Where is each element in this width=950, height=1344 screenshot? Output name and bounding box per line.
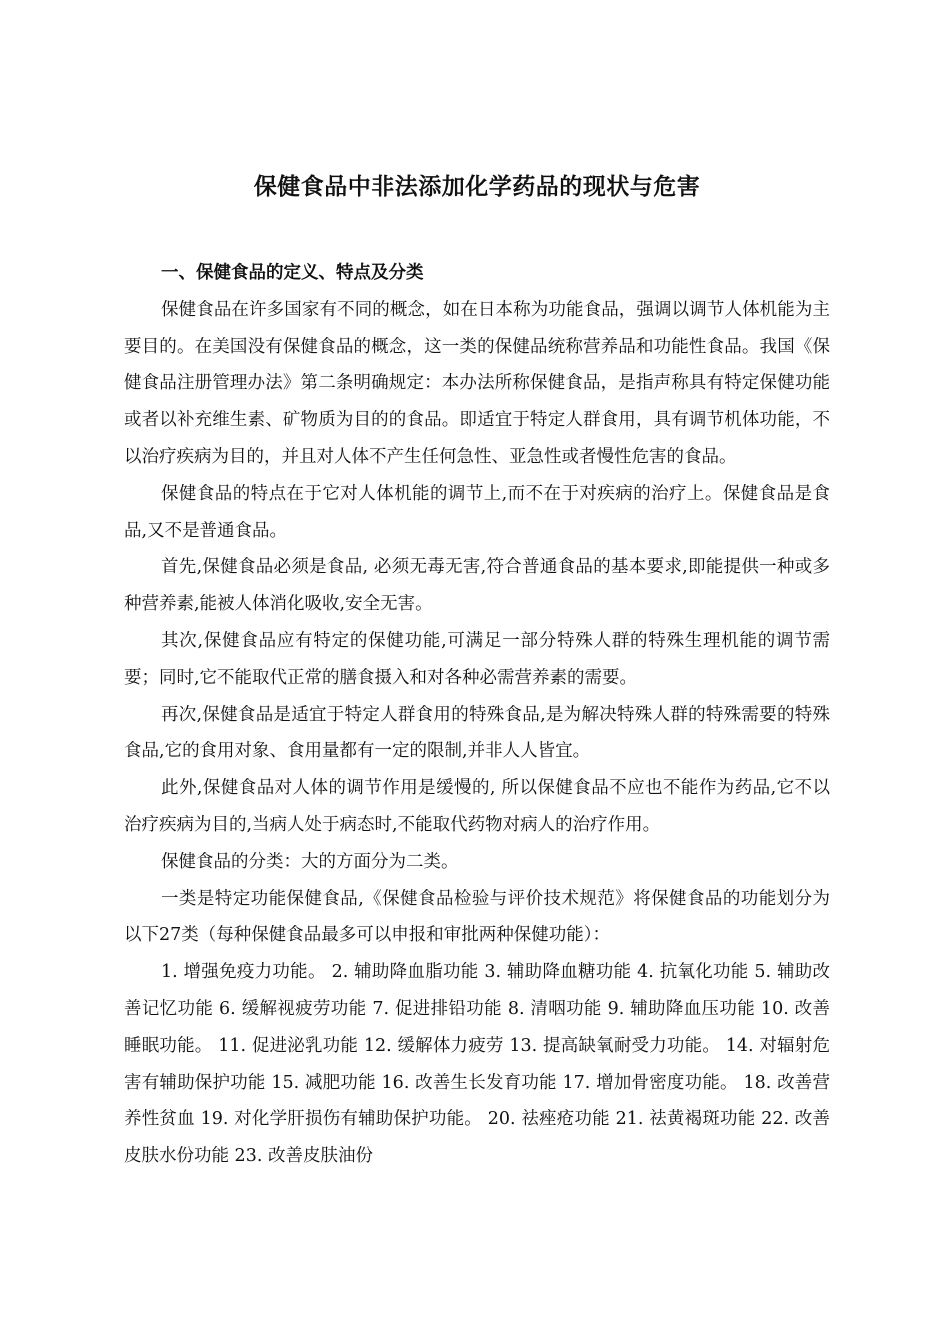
paragraph-category-one: 一类是特定功能保健食品,《保健食品检验与评价技术规范》将保健食品的功能划分为以下27类（每种保健食品最多可以申报和审批两种保健功能）： bbox=[124, 888, 830, 946]
section-heading: 一、保健食品的定义、特点及分类 bbox=[161, 263, 424, 283]
paragraph-first: 首先,保健食品必须是食品, 必须无毒无害,符合普通食品的基本要求,即能提供一种或多种营养素,能被人体消化吸收,安全无害。 bbox=[124, 557, 830, 615]
paragraph-moreover: 此外,保健食品对人体的调节作用是缓慢的, 所以保健食品不应也不能作为药品,它不以治疗疾病为目的,当病人处于病态时,不能取代药物对病人的治疗作用。 bbox=[124, 778, 830, 835]
document-title: 保健食品中非法添加化学药品的现状与危害 bbox=[253, 174, 701, 200]
paragraph-function-list: 1. 增强免疫力功能。 2. 辅助降血脂功能 3. 辅助降血糖功能 4. 抗氧化功能 5. 辅助改善记忆功能 6. 缓解视疲劳功能 7. 促进排铅功能 8. 清咽功能 9. 辅助降血压功能 10. 改善睡眠功能。 11. 促进泌乳功能 12. 缓解体力疲劳 13. 提高缺氧耐受力功能。 14. 对辐射危害有辅助保护功能 15. 减肥功能 16. 改善生长发育功能 17. 增加骨密度功能。 18. 改善营养性贫血 19. 对化学肝损伤有辅助保护功能。 20. 祛痤疮功能 21. 祛黄褐斑功能 22. 改善皮肤水份功能 23. 改善皮肤油份 bbox=[124, 962, 830, 1167]
paragraph-characteristics: 保健食品的特点在于它对人体机能的调节上,而不在于对疾病的治疗上。保健食品是食品,又不是普通食品。 bbox=[124, 483, 830, 541]
paragraph-definition: 保健食品在许多国家有不同的概念，如在日本称为功能食品，强调以调节人体机能为主要目的。在美国没有保健食品的概念，这一类的保健品统称营养品和功能性食品。我国《保健食品注册管理办法》第二条明确规定：本办法所称保健食品，是指声称具有特定保健功能或者以补充维生素、矿物质为目的的食品。即适宜于特定人群食用，具有调节机体功能，不以治疗疾病为目的，并且对人体不产生任何急性、亚急性或者慢性危害的食品。 bbox=[124, 299, 830, 467]
document-body bbox=[124, 255, 830, 1175]
paragraph-second: 其次,保健食品应有特定的保健功能,可满足一部分特殊人群的特殊生理机能的调节需要；同时,它不能取代正常的膳食摄入和对各种必需营养素的需要。 bbox=[124, 630, 830, 688]
paragraph-third: 再次,保健食品是适宜于特定人群食用的特殊食品,是为解决特殊人群的特殊需要的特殊食品,它的食用对象、食用量都有一定的限制,并非人人皆宜。 bbox=[124, 704, 830, 762]
paragraph-classification: 保健食品的分类：大的方面分为二类。 bbox=[161, 851, 459, 872]
